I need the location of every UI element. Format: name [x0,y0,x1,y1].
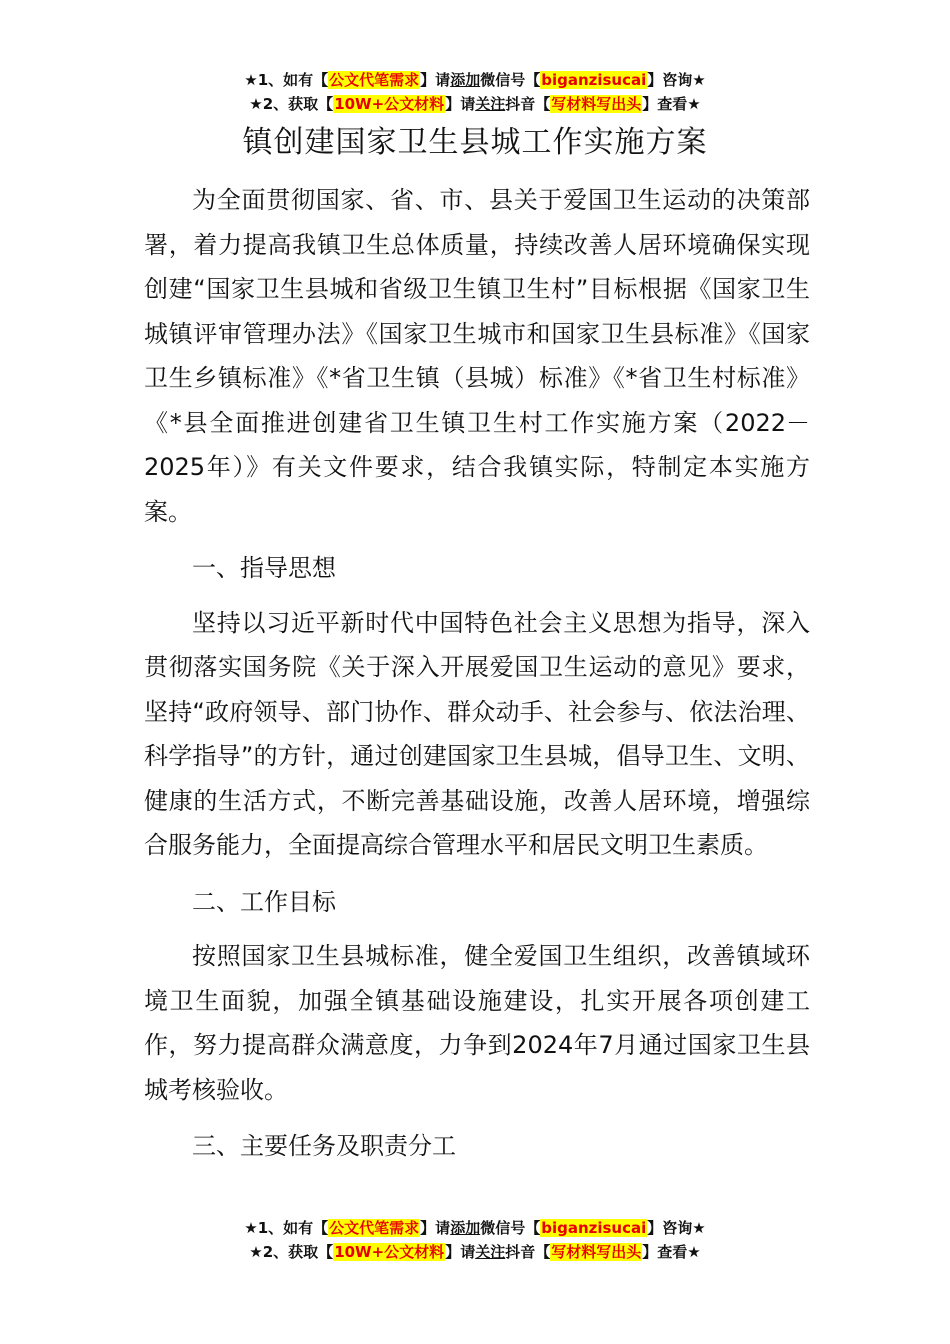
banner-text: 】请 [420,71,451,89]
banner-line-1 [0,68,950,92]
banner-text: 微信号【 [480,1219,541,1237]
banner-text: 】查看★ [642,95,701,113]
banner-text: ★1、如有【 [244,71,329,89]
banner-text: 】请 [445,1243,476,1261]
bottom-banner [0,1216,950,1264]
banner-text: 】请 [445,95,476,113]
banner-line-1 [0,1216,950,1240]
banner-highlight: 写材料写出头 [551,95,642,113]
banner-highlight: 10W+公文材料 [334,95,445,113]
banner-underlined-text: 关注 [475,95,506,113]
banner-highlight: 10W+公文材料 [334,1243,445,1261]
banner-text: 】请 [420,1219,451,1237]
section-heading-1: 一、指导思想 [192,554,336,582]
banner-line-2 [0,1240,950,1264]
banner-highlight: biganzisucai [541,1219,647,1237]
banner-text: 】咨询★ [647,1219,706,1237]
banner-text: 抖音【 [505,1243,551,1261]
banner-highlight: 写材料写出头 [551,1243,642,1261]
section-paragraph-1: 坚持以习近平新时代中国特色社会主义思想为指导，深入贯彻落实国务院《关于深入开展爱国卫生运动的意见》要求，坚持“政府领导、部门协作、群众动手、社会参与、依法治理、科学指导”的方针，通过创建国家卫生县城，倡导卫生、文明、健康的生活方式，不断完善基础设施，改善人居环境，增强综合服务能力，全面提高综合管理水平和居民文明卫生素质。 [144,608,810,859]
banner-underlined-text: 关注 [475,1243,506,1261]
section-heading-2: 二、工作目标 [192,887,336,916]
section-heading-3: 三、主要任务及职责分工 [192,1132,456,1160]
intro-paragraph: 为全面贯彻国家、省、市、县关于爱国卫生运动的决策部署，着力提高我镇卫生总体质量，持续改善人居环境确保实现创建“国家卫生县城和省级卫生镇卫生村”目标根据《国家卫生城镇评审管理办法》《国家卫生城市和国家卫生县标准》《国家卫生乡镇标准》《*省卫生镇（县城）标准》《*省卫生村标准》《*县全面推进创建省卫生镇卫生村工作实施方案（2022－2025年）》有关文件要求，结合我镇实际，特制定本实施方案。 [144,186,810,526]
banner-underlined-text: 添加 [450,1219,481,1237]
banner-text: 抖音【 [505,95,551,113]
banner-text: ★1、如有【 [244,1219,329,1237]
banner-underlined-text: 添加 [450,71,481,89]
document-body [144,178,810,1179]
banner-text: 微信号【 [480,71,541,89]
banner-text: 】咨询★ [647,71,706,89]
banner-text: 】查看★ [642,1243,701,1261]
banner-highlight: biganzisucai [541,71,647,89]
banner-highlight: 公文代笔需求 [329,71,420,89]
document-title: 镇创建国家卫生县城工作实施方案 [242,125,708,160]
banner-line-2 [0,92,950,116]
top-banner [0,68,950,116]
banner-text: ★2、获取【 [249,1243,334,1261]
banner-highlight: 公文代笔需求 [329,1219,420,1237]
section-paragraph-2: 按照国家卫生县城标准，健全爱国卫生组织，改善镇域环境卫生面貌，加强全镇基础设施建设，扎实开展各项创建工作，努力提高群众满意度，力争到2024年7月通过国家卫生县城考核验收。 [144,942,810,1104]
banner-text: ★2、获取【 [249,95,334,113]
